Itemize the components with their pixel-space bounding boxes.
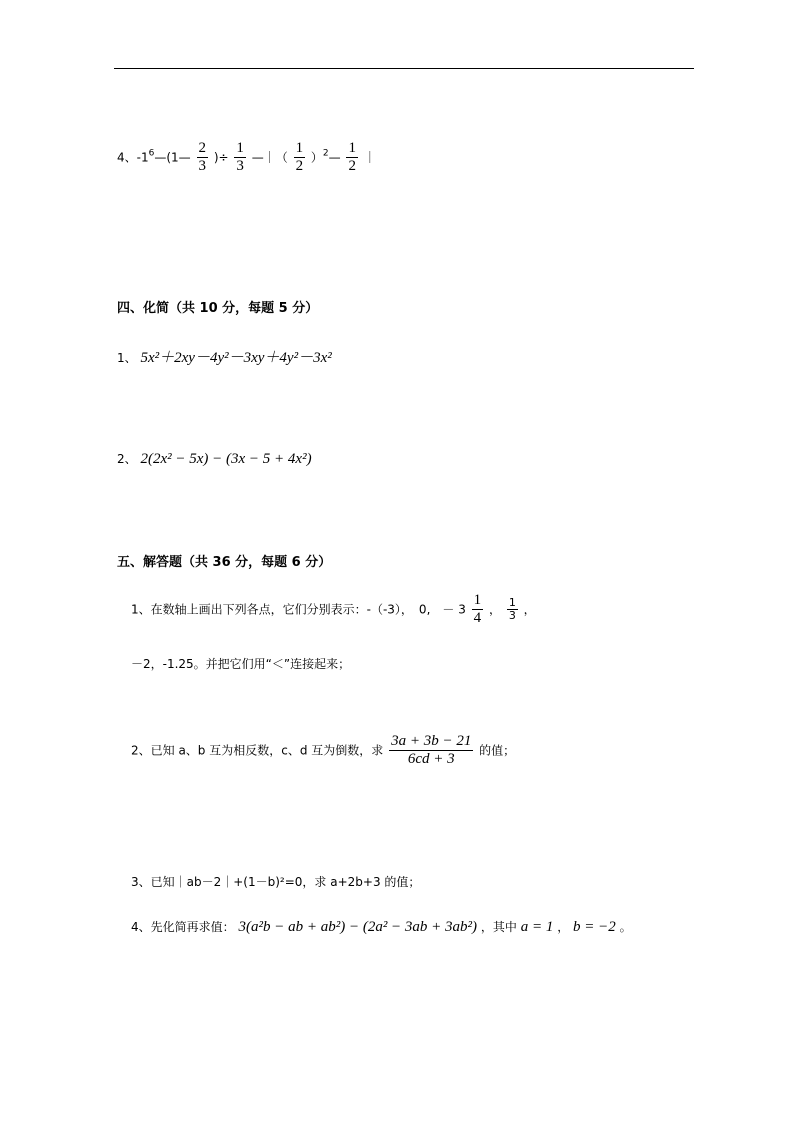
calc-question-4 <box>117 140 376 176</box>
s5-q1-text: 1、在数轴上画出下列各点，它们分别表示：-（-3）， 0, － 3 <box>131 602 466 617</box>
fraction-2-3: $\frac{2}{3}$ <box>198 140 206 175</box>
s5-q1-separator: ， <box>489 602 502 617</box>
s4-q2-expression: 2(2x² − 5x) − (3x − 5 + 4x²) <box>140 451 312 467</box>
fraction-1-4: $\frac{1}{4}$ <box>473 592 482 627</box>
s5-q4-condition-b: b = −2 <box>573 919 616 935</box>
s5-q4-where: ，其中 <box>480 920 517 934</box>
q4-part3: —｜（ <box>251 150 288 165</box>
s5-q1-end: ， <box>523 602 536 617</box>
answer-question-2 <box>131 733 515 769</box>
answer-question-3: 3、已知｜ab－2｜+(1－b)²=0，求 a+2b+3 的值； <box>131 875 421 889</box>
q4-prefix: 4、-1 <box>117 150 149 165</box>
s4-q1-label: 1、 <box>117 351 137 365</box>
s5-q4-expression: 3(a²b − ab + ab²) − (2a² − 3ab + 3ab²) <box>238 919 478 935</box>
fraction-1-2-a: $\frac{1}{2}$ <box>295 140 304 175</box>
s4-q1-expression: 5x²＋2xy－4y²－3xy＋4y²－3x² <box>140 350 332 366</box>
s5-q4-text: 4、先化简再求值： <box>131 920 235 934</box>
q4-exponent-2: 2 <box>322 148 329 159</box>
answer-question-1-line2: －2，-1.25。并把它们用“＜”连接起来； <box>131 657 351 671</box>
fraction-1-3: $\frac{1}{3}$ <box>236 140 244 175</box>
q4-part5: — <box>328 150 341 165</box>
section5-heading: 五、解答题（共 36 分，每题 6 分） <box>117 555 332 570</box>
simplify-question-2 <box>117 450 312 468</box>
s4-q2-label: 2、 <box>117 452 137 466</box>
s5-q4-sep: ， <box>557 920 570 934</box>
q4-part4: ） <box>310 150 323 165</box>
s5-q2-tail: 的值； <box>479 743 516 758</box>
q4-part1: —(1— <box>154 150 191 165</box>
s5-q4-condition-a: a = 1 <box>520 919 554 935</box>
s5-q4-end: 。 <box>619 920 632 934</box>
q4-part2: )÷ <box>213 150 229 165</box>
s5-q2-text: 2、已知 a、b 互为相反数，c、d 互为倒数，求 <box>131 743 384 758</box>
simplify-question-1 <box>117 346 332 367</box>
fraction-expression: $\frac{3a + 3b - 21}{6cd + 3}$ <box>391 733 472 768</box>
q4-part6: ｜ <box>363 150 376 165</box>
fraction-1-2-b: $\frac{1}{2}$ <box>348 140 356 175</box>
section4-heading: 四、化简（共 10 分，每题 5 分） <box>117 301 319 316</box>
fraction-1-3-small: $\frac{1}{3}$ <box>508 595 516 623</box>
answer-question-4 <box>131 918 632 936</box>
q4-exponent-6: 6 <box>148 148 155 159</box>
answer-question-1 <box>131 592 536 628</box>
header-rule <box>114 68 694 69</box>
